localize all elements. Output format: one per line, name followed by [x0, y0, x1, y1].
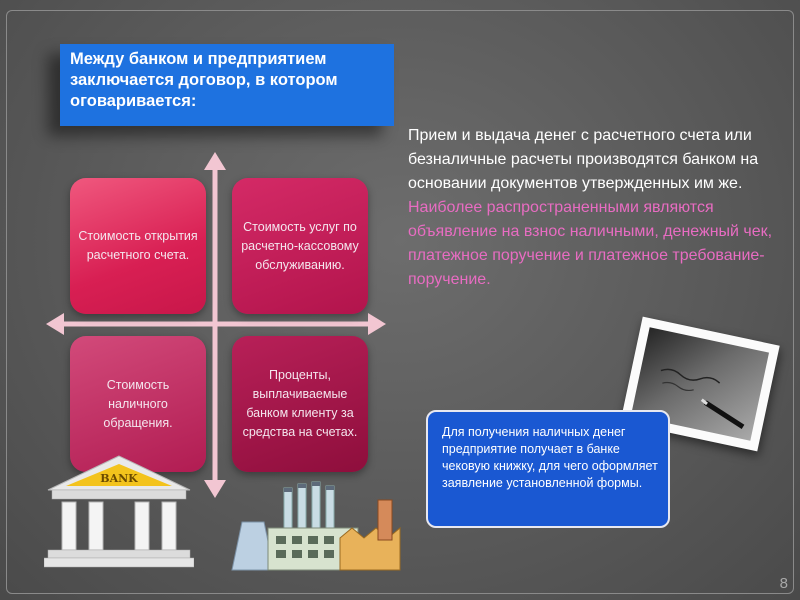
page-number: 8	[779, 575, 788, 592]
factory-icon	[228, 478, 406, 574]
quadrant-opening-cost: Стоимость открытия расчетного счета.	[70, 178, 206, 314]
info-box: Для получения наличных денег предприятие получает в банке чековую книжку, для чего оформляет заявление установленной формы.	[426, 410, 670, 528]
description-accent: Наиболее распространенными являются объявление на взнос наличными, денежный чек, платежное поручение и платежное требование-поручение.	[408, 199, 773, 288]
quadrant-cash-cost: Стоимость наличного обращения.	[70, 336, 206, 472]
quadrant-service-cost: Стоимость услуг по расчетно-кассовому обслуживанию.	[232, 178, 368, 314]
description-main: Прием и выдача денег с расчетного счета или безналичные расчеты производятся банком на основании документов утвержденных им же.	[408, 127, 759, 192]
slide-title: Между банком и предприятием заключается договор, в котором оговаривается:	[60, 44, 394, 126]
arrow-left	[46, 313, 64, 335]
quadrant-interest: Проценты, выплачиваемые банком клиенту за средства на счетах.	[232, 336, 368, 472]
arrow-down	[204, 480, 226, 498]
description-paragraph	[408, 124, 798, 292]
arrow-right	[368, 313, 386, 335]
bank-icon	[44, 452, 194, 570]
arrow-up	[204, 152, 226, 170]
bank-label: BANK	[100, 472, 138, 485]
